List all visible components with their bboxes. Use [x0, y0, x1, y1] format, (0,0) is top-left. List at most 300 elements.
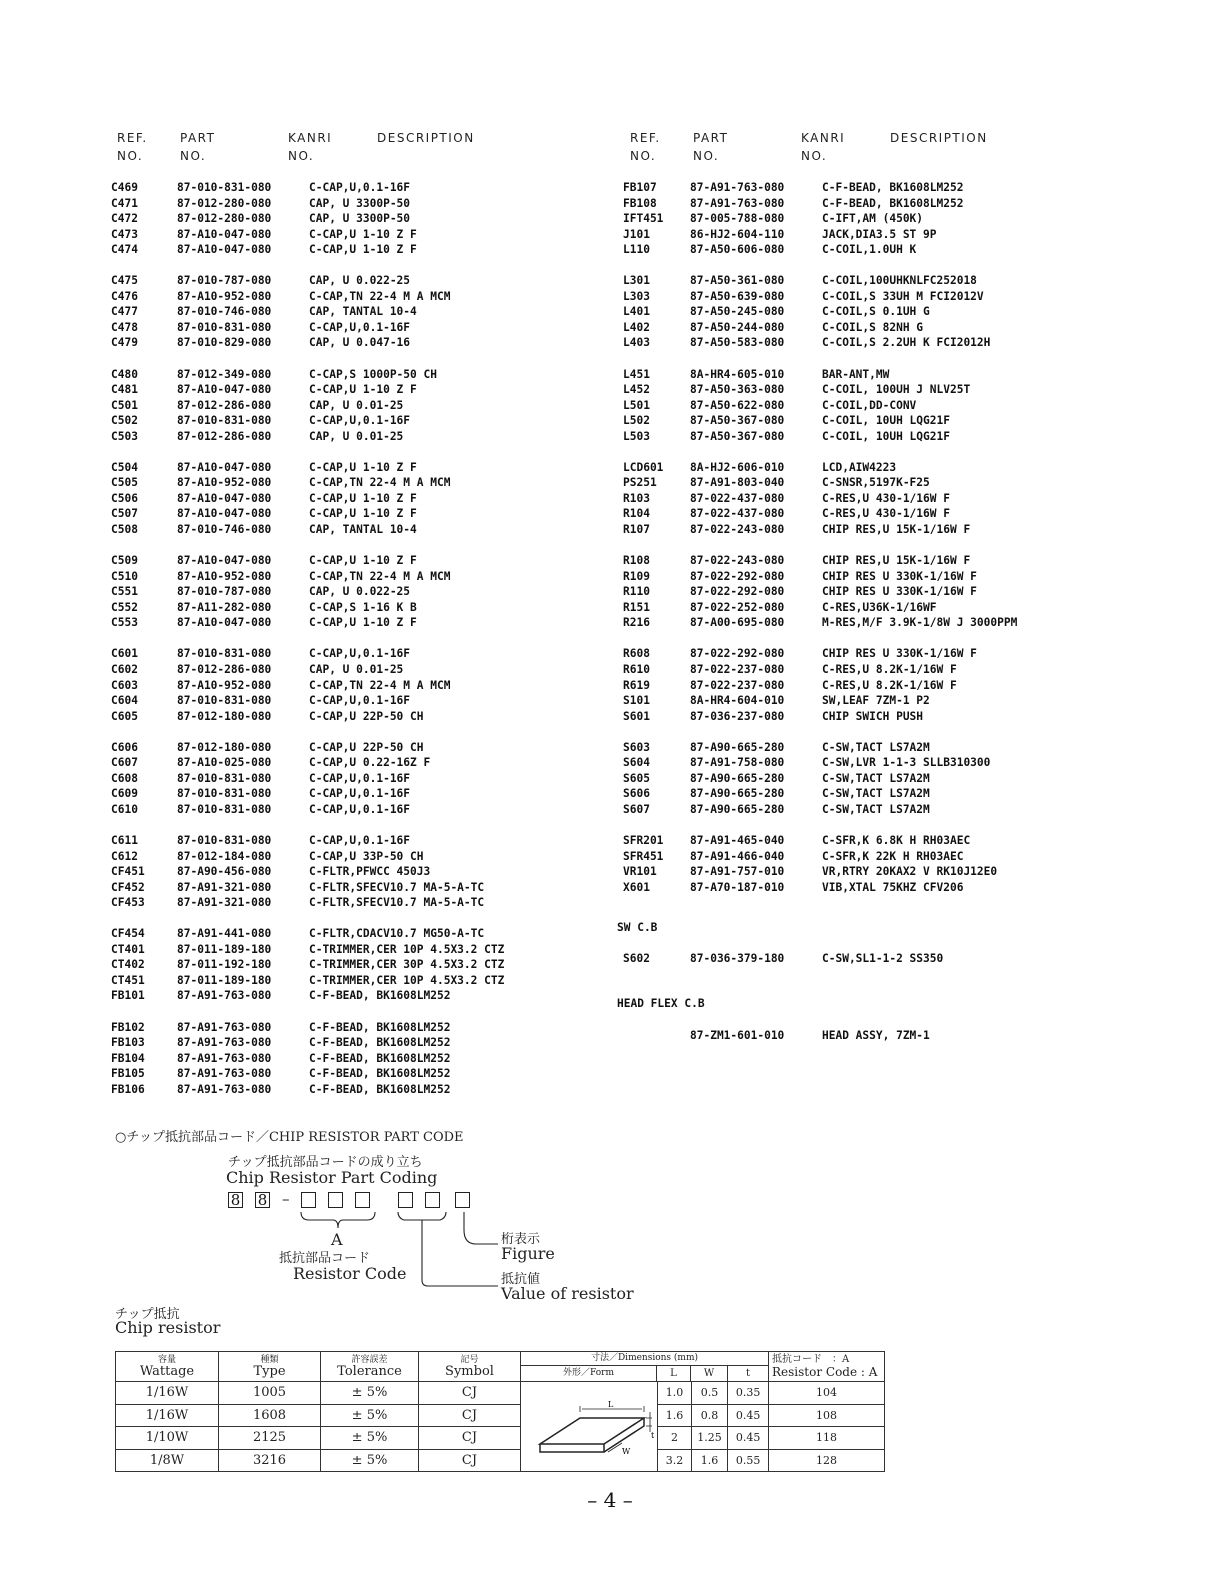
- part-number: 87-A50-367-080: [690, 429, 785, 443]
- part-description: C-SFR,K 6.8K H RH03AEC: [822, 833, 971, 847]
- part-description: C-CAP,U,0.1-16F: [309, 414, 411, 428]
- part-number: 87-011-192-180: [177, 958, 272, 972]
- part-description: C-CAP,U,0.1-16F: [309, 771, 411, 785]
- part-description: C-RES,U 8.2K-1/16W F: [822, 662, 957, 676]
- part-ref: C606: [111, 740, 138, 754]
- part-ref: C508: [111, 523, 138, 537]
- part-description: C-CAP,U 0.22-16Z F: [309, 756, 431, 770]
- part-description: C-CAP,U,0.1-16F: [309, 181, 411, 194]
- part-ref: R608: [623, 647, 650, 661]
- part-ref: X601: [623, 880, 650, 894]
- part-description: C-RES,U 430-1/16W F: [822, 491, 950, 505]
- header-description: DESCRIPTION: [377, 131, 475, 145]
- part-description: C-CAP,S 1-16 K B: [309, 600, 417, 614]
- coding-title-jp: チップ抵抗部品コードの成り立ち: [228, 1155, 423, 1170]
- header-kanri-no: NO.: [801, 149, 828, 163]
- part-description: C-CAP,U 1-10 Z F: [309, 554, 417, 568]
- part-number: 87-011-189-180: [177, 942, 272, 956]
- part-number: 87-012-280-080: [177, 196, 272, 210]
- chip-table-row: [116, 1382, 885, 1405]
- part-ref: J101: [623, 227, 650, 241]
- part-description: CHIP SWICH PUSH: [822, 709, 924, 723]
- part-number: 87-A50-583-080: [690, 336, 785, 350]
- part-description: C-F-BEAD, BK1608LM252: [309, 989, 451, 1003]
- chip-table-title-en: Chip resistor: [115, 1318, 221, 1337]
- tolerance: ± 5%: [321, 1427, 419, 1450]
- part-ref: S604: [623, 756, 650, 770]
- part-ref: CT451: [111, 973, 145, 987]
- part-description: SW,LEAF 7ZM-1 P2: [822, 694, 930, 708]
- part-number: 87-A70-187-010: [690, 880, 785, 894]
- dim-w: 1.6: [691, 1449, 728, 1472]
- part-ref: C603: [111, 678, 138, 692]
- part-ref: C481: [111, 383, 138, 397]
- header-ref-no: NO.: [117, 149, 144, 163]
- part-description: C-F-BEAD, BK1608LM252: [309, 1036, 451, 1050]
- chip-shape-icon: [522, 1382, 656, 1468]
- part-description: C-CAP,U 22P-50 CH: [309, 709, 424, 723]
- part-number: 87-010-746-080: [177, 523, 272, 537]
- part-description: C-COIL,DD-CONV: [822, 398, 917, 412]
- part-description: C-CAP,U,0.1-16F: [309, 787, 411, 801]
- part-description: CHIP RES U 330K-1/16W F: [822, 647, 977, 661]
- form-header: 外形／Form: [521, 1366, 657, 1381]
- part-number: 87-022-292-080: [690, 647, 785, 661]
- part-ref: R107: [623, 523, 650, 537]
- part-description: C-CAP,U,0.1-16F: [309, 320, 411, 334]
- part-description: C-F-BEAD, BK1608LM252: [822, 181, 964, 194]
- chip-resistor-table: [115, 1351, 885, 1472]
- part-ref: FB101: [111, 989, 145, 1003]
- part-ref: C553: [111, 616, 138, 630]
- part-number: 87-A90-665-280: [690, 787, 785, 801]
- part-number: 87-A10-952-080: [177, 476, 272, 490]
- chip-table-title-jp: チップ抵抗: [115, 1307, 180, 1322]
- part-description: C-COIL,S 2.2UH K FCI2012H: [822, 336, 991, 350]
- part-ref: R108: [623, 554, 650, 568]
- part-number: 87-A50-622-080: [690, 398, 785, 412]
- dim-l: 1.6: [658, 1404, 692, 1427]
- part-ref: CT401: [111, 942, 145, 956]
- part-ref: C503: [111, 429, 138, 443]
- part-ref: C609: [111, 787, 138, 801]
- part-number: 87-010-831-080: [177, 771, 272, 785]
- part-ref: R151: [623, 600, 650, 614]
- dimensions-header: 寸法／Dimensions (mm): [521, 1352, 768, 1366]
- header-ref: REF.: [117, 131, 148, 145]
- dim-l: 1.0: [658, 1382, 692, 1405]
- header-description: DESCRIPTION: [890, 131, 988, 145]
- part-number: 87-A50-367-080: [690, 414, 785, 428]
- part-description: C-F-BEAD, BK1608LM252: [309, 1051, 451, 1065]
- wattage-header-en: Wattage: [139, 1363, 195, 1379]
- part-number: 87-012-180-080: [177, 740, 272, 754]
- part-number: 87-A10-047-080: [177, 507, 272, 521]
- part-description: C-COIL,1.0UH K: [822, 243, 917, 257]
- symbol: CJ: [419, 1449, 521, 1472]
- header-kanri-no: NO.: [288, 149, 315, 163]
- part-description: C-SW,TACT LS7A2M: [822, 740, 930, 754]
- part-number: 87-A91-466-040: [690, 849, 785, 863]
- coding-title-en: Chip Resistor Part Coding: [226, 1168, 438, 1187]
- part-description: M-RES,M/F 3.9K-1/8W J 3000PPM: [822, 616, 1018, 630]
- type: 3216: [219, 1449, 321, 1472]
- part-ref: L403: [623, 336, 650, 350]
- part-description: CAP, U 0.022-25: [309, 585, 411, 599]
- part-number: 87-A00-695-080: [690, 616, 785, 630]
- part-description: C-CAP,U 1-10 Z F: [309, 227, 417, 241]
- l-header: L: [657, 1366, 691, 1381]
- part-description: C-FLTR,SFECV10.7 MA-5-A-TC: [309, 880, 485, 894]
- wattage: 1/10W: [116, 1427, 219, 1450]
- dim-t: 0.55: [728, 1449, 769, 1472]
- part-number: 87-011-189-180: [177, 973, 272, 987]
- part-description: BAR-ANT,MW: [822, 367, 890, 381]
- part-description: C-F-BEAD, BK1608LM252: [309, 1067, 451, 1081]
- part-ref: C472: [111, 212, 138, 226]
- part-number: 87-A10-952-080: [177, 289, 272, 303]
- dim-label-w: W: [622, 1447, 631, 1456]
- part-number: 87-010-829-080: [177, 336, 272, 350]
- part-description: C-CAP,U 1-10 Z F: [309, 460, 417, 474]
- part-description: C-F-BEAD, BK1608LM252: [822, 196, 964, 210]
- part-ref: L110: [623, 243, 650, 257]
- part-number: 87-A91-441-080: [177, 927, 272, 941]
- part-number: 87-A91-763-080: [177, 1082, 272, 1096]
- part-description: C-CAP,S 1000P-50 CH: [309, 367, 437, 381]
- type-header-en: Type: [253, 1363, 286, 1379]
- wattage: 1/16W: [116, 1382, 219, 1405]
- part-number: 87-A91-758-080: [690, 756, 785, 770]
- part-ref: C502: [111, 414, 138, 428]
- head-flex-part: 87-ZM1-601-010: [690, 1029, 785, 1042]
- sw-cb-title: SW C.B: [617, 921, 658, 934]
- part-ref: C469: [111, 181, 138, 194]
- part-ref: L451: [623, 367, 650, 381]
- type: 2125: [219, 1427, 321, 1450]
- symbol-header-jp: 記号: [460, 1354, 479, 1365]
- part-description: C-CAP,U 1-10 Z F: [309, 616, 417, 630]
- part-description: C-SNSR,5197K-F25: [822, 476, 930, 490]
- part-description: C-CAP,U 1-10 Z F: [309, 491, 417, 505]
- part-number: 87-A91-763-080: [177, 1020, 272, 1034]
- part-description: C-COIL,S 82NH G: [822, 320, 924, 334]
- chip-table-row: [116, 1404, 885, 1427]
- code-dash: –: [282, 1190, 290, 1208]
- part-number: 86-HJ2-604-110: [690, 227, 785, 241]
- part-description: CAP, U 0.022-25: [309, 274, 411, 288]
- part-number: 87-A90-456-080: [177, 865, 272, 879]
- part-description: C-COIL, 100UH J NLV25T: [822, 383, 971, 397]
- resistor-code-jp: 抵抗部品コード: [279, 1251, 371, 1266]
- part-number: 87-022-237-080: [690, 662, 785, 676]
- part-ref: C501: [111, 398, 138, 412]
- dim-w: 1.25: [691, 1427, 728, 1450]
- part-ref: C475: [111, 274, 138, 288]
- tolerance-header-en: Tolerance: [337, 1363, 402, 1379]
- part-ref: R216: [623, 616, 650, 630]
- part-ref: FB103: [111, 1036, 145, 1050]
- part-description: CAP, U 3300P-50: [309, 196, 411, 210]
- part-ref: FB105: [111, 1067, 145, 1081]
- part-description: CAP, U 0.01-25: [309, 398, 404, 412]
- part-number: 87-022-243-080: [690, 523, 785, 537]
- part-description: JACK,DIA3.5 ST 9P: [822, 227, 937, 241]
- part-ref: C605: [111, 709, 138, 723]
- part-number: 87-A90-665-280: [690, 740, 785, 754]
- part-number: 8A-HR4-605-010: [690, 367, 785, 381]
- part-ref: L401: [623, 305, 650, 319]
- part-description: C-SW,TACT LS7A2M: [822, 802, 930, 816]
- part-description: CHIP RES U 330K-1/16W F: [822, 585, 977, 599]
- part-ref: C510: [111, 569, 138, 583]
- part-ref: C602: [111, 662, 138, 676]
- header-kanri: KANRI: [801, 131, 846, 145]
- header-ref-no: NO.: [630, 149, 657, 163]
- part-description: C-COIL,S 33UH M FCI2012V: [822, 289, 984, 303]
- part-description: C-CAP,TN 22-4 M A MCM: [309, 678, 451, 692]
- part-number: 87-A50-363-080: [690, 383, 785, 397]
- sw-cb-ref: S602: [623, 952, 650, 965]
- resistor-code-en: Resistor Code: [293, 1264, 407, 1283]
- part-ref: S606: [623, 787, 650, 801]
- part-number: 87-A10-025-080: [177, 756, 272, 770]
- part-ref: CT402: [111, 958, 145, 972]
- part-ref: FB104: [111, 1051, 145, 1065]
- dim-w: 0.8: [691, 1404, 728, 1427]
- part-number: 87-A10-047-080: [177, 554, 272, 568]
- part-ref: R104: [623, 507, 650, 521]
- part-description: C-FLTR,SFECV10.7 MA-5-A-TC: [309, 896, 485, 910]
- part-description: CAP, U 0.047-16: [309, 336, 411, 350]
- part-number: 8A-HJ2-606-010: [690, 460, 785, 474]
- part-description: C-COIL, 10UH LQG21F: [822, 414, 950, 428]
- dim-t: 0.35: [728, 1382, 769, 1405]
- part-ref: PS251: [623, 476, 657, 490]
- part-description: C-TRIMMER,CER 10P 4.5X3.2 CTZ: [309, 973, 505, 987]
- tolerance: ± 5%: [321, 1449, 419, 1472]
- part-ref: C477: [111, 305, 138, 319]
- part-description: C-COIL, 10UH LQG21F: [822, 429, 950, 443]
- part-number: 87-010-787-080: [177, 274, 272, 288]
- chip-form-drawing: [521, 1382, 658, 1472]
- part-ref: L501: [623, 398, 650, 412]
- part-number: 87-A91-763-080: [177, 1051, 272, 1065]
- part-number: 87-A50-361-080: [690, 274, 785, 288]
- part-ref: FB108: [623, 196, 657, 210]
- part-number: 87-A91-465-040: [690, 833, 785, 847]
- part-description: CHIP RES,U 15K-1/16W F: [822, 554, 971, 568]
- part-description: C-CAP,U,0.1-16F: [309, 833, 411, 847]
- part-ref: IFT451: [623, 212, 664, 226]
- part-ref: C607: [111, 756, 138, 770]
- head-flex-desc: HEAD ASSY, 7ZM-1: [822, 1029, 930, 1042]
- part-ref: C471: [111, 196, 138, 210]
- figure-en: Figure: [501, 1244, 555, 1263]
- part-description: C-FLTR,PFWCC 450J3: [309, 865, 431, 879]
- part-number: 87-012-286-080: [177, 429, 272, 443]
- part-ref: L503: [623, 429, 650, 443]
- part-description: C-CAP,U 1-10 Z F: [309, 383, 417, 397]
- part-ref: C612: [111, 849, 138, 863]
- t-header: t: [745, 1368, 751, 1379]
- part-number: 87-A91-763-080: [690, 196, 785, 210]
- part-ref: R110: [623, 585, 650, 599]
- part-number: 87-010-831-080: [177, 833, 272, 847]
- page-number: – 4 –: [587, 1488, 633, 1512]
- part-number: 8A-HR4-604-010: [690, 694, 785, 708]
- part-ref: LCD601: [623, 460, 664, 474]
- part-description: CHIP RES,U 15K-1/16W F: [822, 523, 971, 537]
- part-description: VR,RTRY 20KAX2 V RK10J12E0: [822, 865, 998, 879]
- code-header-en: Resistor Code : A: [772, 1364, 878, 1379]
- part-description: C-RES,U 430-1/16W F: [822, 507, 950, 521]
- part-description: C-RES,U 8.2K-1/16W F: [822, 678, 957, 692]
- dim-t: 0.45: [728, 1427, 769, 1450]
- part-number: 87-010-831-080: [177, 787, 272, 801]
- part-ref: S603: [623, 740, 650, 754]
- part-ref: C610: [111, 802, 138, 816]
- part-ref: C478: [111, 320, 138, 334]
- part-description: CAP, U 3300P-50: [309, 212, 411, 226]
- part-description: C-F-BEAD, BK1608LM252: [309, 1082, 451, 1096]
- part-description: C-TRIMMER,CER 10P 4.5X3.2 CTZ: [309, 942, 505, 956]
- part-ref: C474: [111, 243, 138, 257]
- head-flex-title: HEAD FLEX C.B: [617, 997, 705, 1010]
- part-number: 87-012-349-080: [177, 367, 272, 381]
- part-ref: C608: [111, 771, 138, 785]
- type: 1005: [219, 1382, 321, 1405]
- part-description: CAP, U 0.01-25: [309, 662, 404, 676]
- dim-w: 0.5: [691, 1382, 728, 1405]
- resistor-code: 118: [769, 1427, 885, 1450]
- chip-table-row: [116, 1449, 885, 1472]
- dim-l: 2: [658, 1427, 692, 1450]
- part-number: 87-010-831-080: [177, 647, 272, 661]
- part-ref: C611: [111, 833, 138, 847]
- part-description: C-IFT,AM (450K): [822, 212, 924, 226]
- part-number: 87-A10-047-080: [177, 243, 272, 257]
- symbol: CJ: [419, 1382, 521, 1405]
- part-description: C-F-BEAD, BK1608LM252: [309, 1020, 451, 1034]
- part-number: 87-022-292-080: [690, 569, 785, 583]
- part-number: 87-036-237-080: [690, 709, 785, 723]
- part-number: 87-012-286-080: [177, 398, 272, 412]
- part-number: 87-A91-763-080: [177, 1067, 272, 1081]
- part-ref: C476: [111, 289, 138, 303]
- header-part-no: NO.: [180, 149, 207, 163]
- part-number: 87-A91-803-040: [690, 476, 785, 490]
- part-ref: L502: [623, 414, 650, 428]
- part-number: 87-A10-047-080: [177, 460, 272, 474]
- part-ref: R103: [623, 491, 650, 505]
- part-description: C-CAP,U,0.1-16F: [309, 694, 411, 708]
- part-description: C-CAP,TN 22-4 M A MCM: [309, 289, 451, 303]
- chip-table-header-row: [116, 1352, 885, 1382]
- wattage: 1/8W: [116, 1449, 219, 1472]
- dim-label-t: t: [651, 1431, 655, 1440]
- tolerance: ± 5%: [321, 1404, 419, 1427]
- part-description: C-CAP,TN 22-4 M A MCM: [309, 569, 451, 583]
- part-description: C-RES,U36K-1/16WF: [822, 600, 937, 614]
- tolerance-header-jp: 許容誤差: [351, 1354, 388, 1365]
- part-description: C-COIL,S 0.1UH G: [822, 305, 930, 319]
- part-ref: S101: [623, 694, 650, 708]
- code-label-a: A: [331, 1230, 343, 1249]
- part-number: 87-022-252-080: [690, 600, 785, 614]
- part-ref: CF451: [111, 865, 145, 879]
- figure-jp: 桁表示: [501, 1232, 541, 1247]
- part-ref: CF452: [111, 880, 145, 894]
- w-header: W: [691, 1366, 728, 1381]
- dim-label-l: L: [608, 1400, 614, 1409]
- part-ref: CF453: [111, 896, 145, 910]
- part-number: 87-A10-047-080: [177, 383, 272, 397]
- part-ref: C604: [111, 694, 138, 708]
- part-description: C-CAP,TN 22-4 M A MCM: [309, 476, 451, 490]
- part-ref: S601: [623, 709, 650, 723]
- part-description: C-SFR,K 22K H RH03AEC: [822, 849, 964, 863]
- part-number: 87-012-180-080: [177, 709, 272, 723]
- part-description: CAP, TANTAL 10-4: [309, 305, 417, 319]
- part-number: 87-A50-639-080: [690, 289, 785, 303]
- part-number: 87-A10-952-080: [177, 569, 272, 583]
- sw-cb-part: 87-036-379-180: [690, 952, 785, 965]
- part-ref: C505: [111, 476, 138, 490]
- part-number: 87-A10-047-080: [177, 227, 272, 241]
- part-ref: C552: [111, 600, 138, 614]
- part-ref: L301: [623, 274, 650, 288]
- part-ref: C480: [111, 367, 138, 381]
- part-number: 87-010-831-080: [177, 414, 272, 428]
- part-description: CAP, U 0.01-25: [309, 429, 404, 443]
- part-ref: C479: [111, 336, 138, 350]
- part-description: C-CAP,U 22P-50 CH: [309, 740, 424, 754]
- part-number: 87-A91-757-010: [690, 865, 785, 879]
- value-en: Value of resistor: [501, 1284, 634, 1303]
- wattage: 1/16W: [116, 1404, 219, 1427]
- part-ref: SFR201: [623, 833, 664, 847]
- part-description: C-CAP,U 1-10 Z F: [309, 507, 417, 521]
- part-number: 87-A91-763-080: [177, 1036, 272, 1050]
- part-number: 87-A10-047-080: [177, 616, 272, 630]
- part-description: C-CAP,U 1-10 Z F: [309, 243, 417, 257]
- header-part: PART: [693, 131, 729, 145]
- part-number: 87-A50-244-080: [690, 320, 785, 334]
- part-ref: C509: [111, 554, 138, 568]
- dim-l: 3.2: [658, 1449, 692, 1472]
- part-ref: VR101: [623, 865, 657, 879]
- chip-table-row: [116, 1427, 885, 1450]
- part-number: 87-010-787-080: [177, 585, 272, 599]
- part-number: 87-005-788-080: [690, 212, 785, 226]
- header-ref: REF.: [630, 131, 661, 145]
- part-ref: L303: [623, 289, 650, 303]
- symbol: CJ: [419, 1404, 521, 1427]
- part-ref: C601: [111, 647, 138, 661]
- chip-code-section-title: ○チップ抵抗部品コード／CHIP RESISTOR PART CODE: [115, 1130, 464, 1145]
- part-ref: L452: [623, 383, 650, 397]
- part-ref: R109: [623, 569, 650, 583]
- part-number: 87-A90-665-280: [690, 771, 785, 785]
- part-ref: SFR451: [623, 849, 664, 863]
- part-ref: S607: [623, 802, 650, 816]
- wattage-header-jp: 容量: [157, 1354, 176, 1365]
- part-number: 87-A91-763-080: [177, 989, 272, 1003]
- value-jp: 抵抗値: [501, 1272, 541, 1287]
- part-description: C-CAP,U,0.1-16F: [309, 647, 411, 661]
- code-digit-1: 8: [228, 1192, 243, 1208]
